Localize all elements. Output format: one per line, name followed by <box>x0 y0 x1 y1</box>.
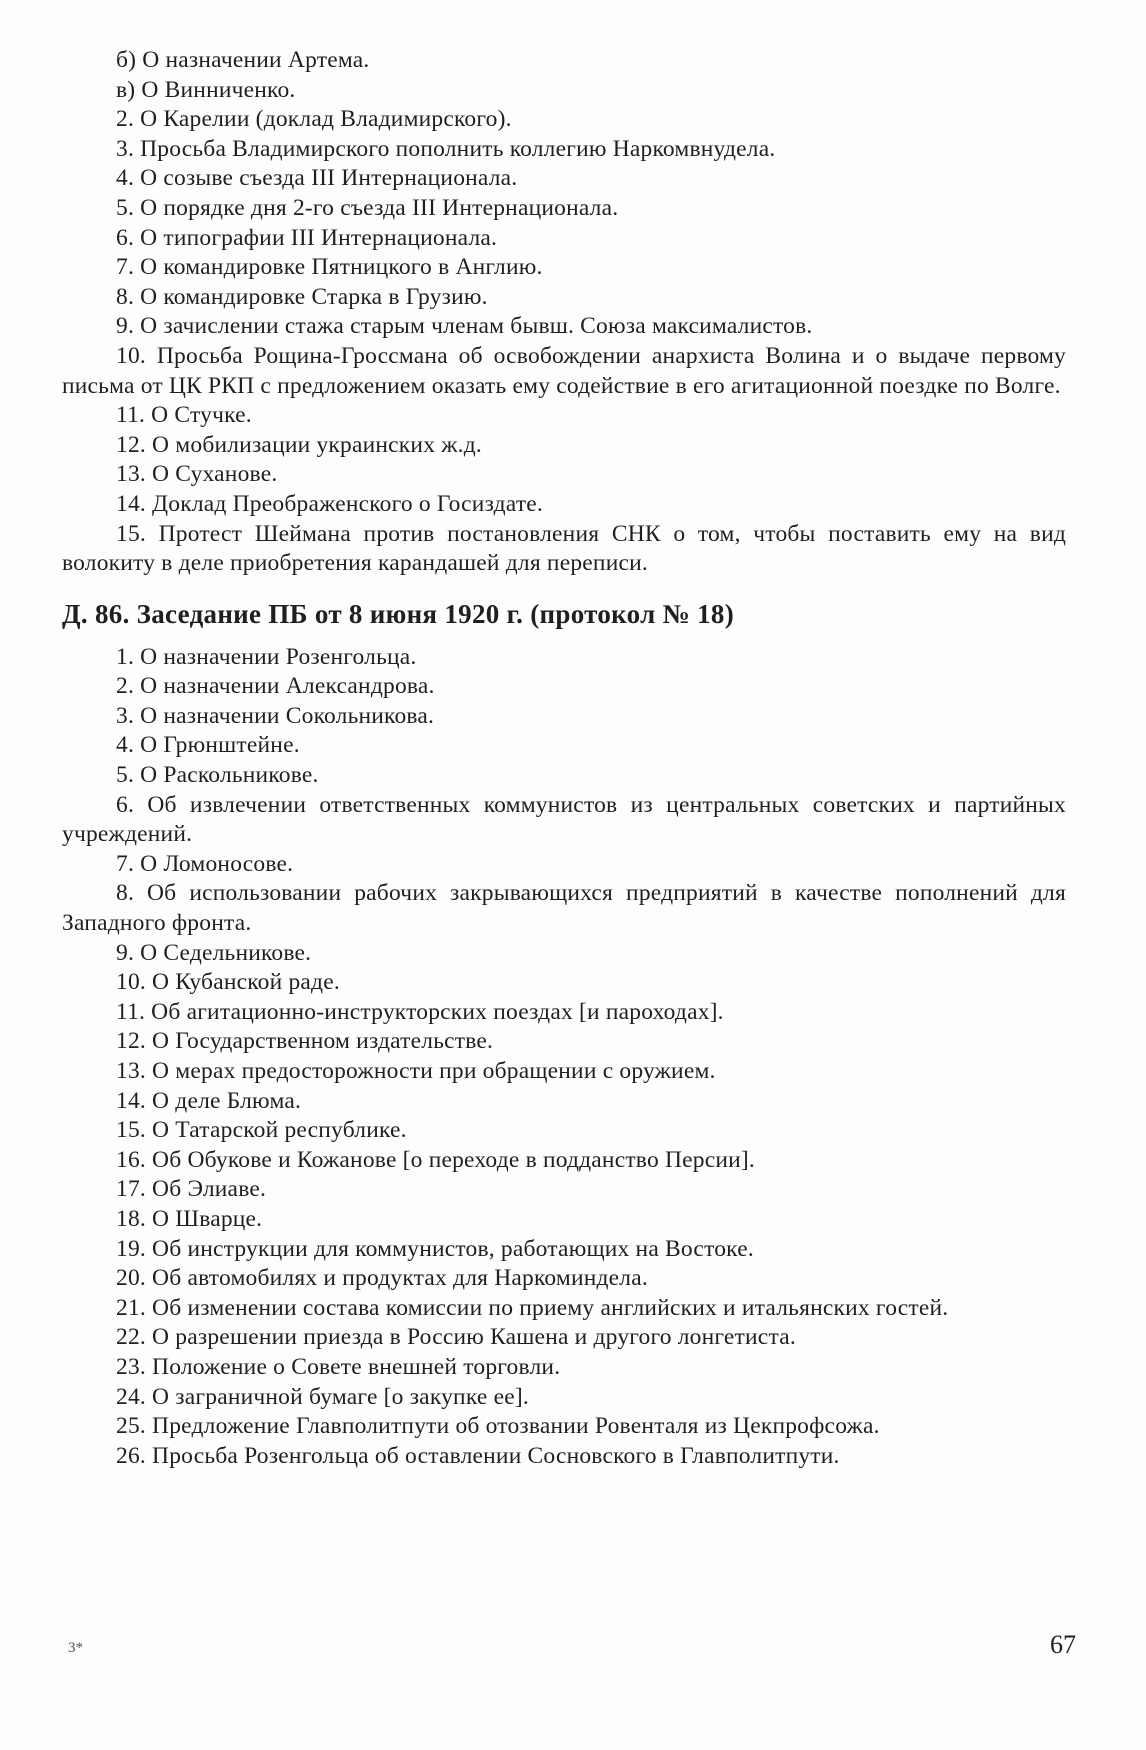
document-page <box>62 46 1066 1471</box>
section-heading: Д. 86. Заседание ПБ от 8 июня 1920 г. (протокол № 18) <box>62 598 734 629</box>
agenda-item: 13. О Суханове. <box>116 461 278 488</box>
agenda-item: 24. О заграничной бумаге [о закупке ее]. <box>116 1383 529 1410</box>
agenda-item: 12. О мобилизации украинских ж.д. <box>116 431 482 458</box>
agenda-item: 17. Об Элиаве. <box>116 1176 267 1203</box>
agenda-list-previous <box>62 46 1066 579</box>
agenda-item: 6. О типографии III Интернационала. <box>116 224 498 251</box>
agenda-item: 11. Об агитационно-инструкторских поездах [и пароходах]. <box>116 998 724 1025</box>
agenda-item: 22. О разрешении приезда в Россию Кашена и другого лонгетиста. <box>116 1324 796 1351</box>
agenda-item: 23. Положение о Совете внешней торговли. <box>116 1353 561 1380</box>
agenda-item: 2. О назначении Александрова. <box>116 673 435 700</box>
agenda-item: 25. Предложение Главполитпути об отозвании Ровенталя из Цекпрофсожа. <box>116 1413 880 1440</box>
agenda-item: 9. О Седельникове. <box>116 939 312 966</box>
agenda-item: 8. Об использовании рабочих закрывающихся предприятий в качестве пополнений для Западного фронта. <box>62 880 1066 937</box>
agenda-item: 16. Об Обукове и Кожанове [о переходе в подданство Персии]. <box>116 1146 756 1173</box>
agenda-item: 14. Доклад Преображенского о Госиздате. <box>116 490 543 517</box>
agenda-item: 15. Протест Шеймана против постановления СНК о том, чтобы поставить ему на вид волокиту в деле приобретения карандашей для переписи. <box>62 520 1066 577</box>
agenda-item: 15. О Татарской республике. <box>116 1117 407 1144</box>
agenda-item: 6. Об извлечении ответственных коммунистов из центральных советских и партийных учреждений. <box>62 791 1066 848</box>
agenda-item: 2. О Карелии (доклад Владимирского). <box>116 106 512 133</box>
agenda-item: 14. О деле Блюма. <box>116 1087 302 1114</box>
agenda-list-protocol-18 <box>62 643 1066 1472</box>
agenda-item: 3. О назначении Сокольникова. <box>116 702 435 729</box>
agenda-item: 8. О командировке Старка в Грузию. <box>116 283 488 310</box>
agenda-item: 1. О назначении Розенгольца. <box>116 643 417 670</box>
agenda-item: 9. О зачислении стажа старым членам бывш. Союза максималистов. <box>116 313 813 340</box>
page-number: 67 <box>1050 1630 1076 1659</box>
agenda-item: 7. О Ломоносове. <box>116 850 294 877</box>
agenda-item: 5. О порядке дня 2-го съезда III Интернационала. <box>116 194 619 221</box>
agenda-item: 3. Просьба Владимирского пополнить коллегию Наркомвнудела. <box>116 135 776 162</box>
agenda-item: 10. О Кубанской раде. <box>116 969 340 996</box>
agenda-item: 19. Об инструкции для коммунистов, работающих на Востоке. <box>116 1235 754 1262</box>
agenda-item: 4. О созыве съезда III Интернационала. <box>116 165 518 192</box>
agenda-item: 18. О Шварце. <box>116 1205 263 1232</box>
agenda-item: 7. О командировке Пятницкого в Англию. <box>116 254 543 281</box>
agenda-item: б) О назначении Артема. <box>116 47 370 73</box>
agenda-item: в) О Винниченко. <box>116 76 296 103</box>
agenda-item: 11. О Стучке. <box>116 402 252 429</box>
agenda-item: 12. О Государственном издательстве. <box>116 1028 494 1055</box>
agenda-item: 20. Об автомобилях и продуктах для Наркоминдела. <box>116 1265 648 1292</box>
agenda-item: 21. Об изменении состава комиссии по приему английских и итальянских гостей. <box>116 1294 949 1321</box>
agenda-item: 10. Просьба Рощина-Гроссмана об освобождении анархиста Волина и о выдаче первому письма от ЦК РКП с предложением оказать ему содействие в его агитационной поездке по Волге. <box>62 342 1066 399</box>
agenda-item: 13. О мерах предосторожности при обращении с оружием. <box>116 1058 716 1084</box>
agenda-item: 26. Просьба Розенгольца об оставлении Сосновского в Главполитпути. <box>116 1442 840 1469</box>
agenda-item: 4. О Грюнштейне. <box>116 732 300 759</box>
signature-mark: 3* <box>68 1640 83 1656</box>
agenda-item: 5. О Раскольникове. <box>116 762 319 789</box>
